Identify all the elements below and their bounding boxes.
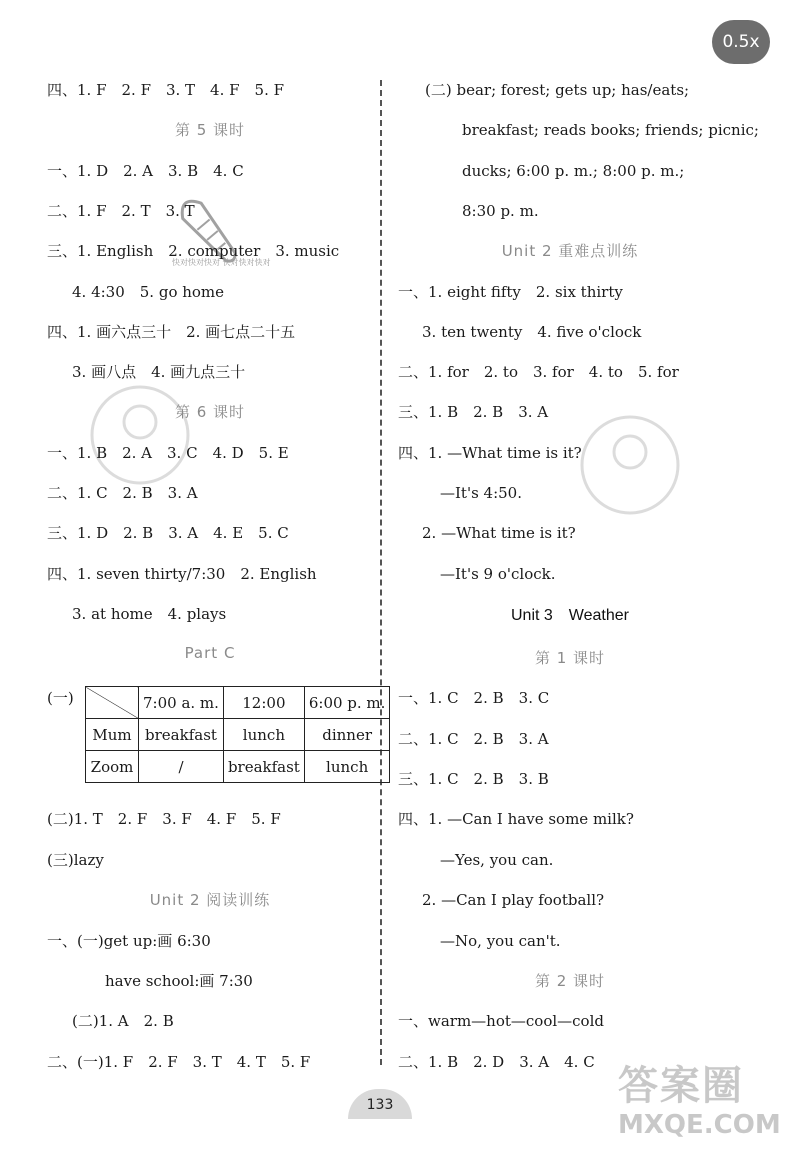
answer-line: 二、(一)1. F 2. F 3. T 4. T 5. F <box>47 1053 311 1071</box>
answer-line: 3. 画八点 4. 画九点三十 <box>72 363 246 381</box>
answer-line: 二、1. B 2. D 3. A 4. C <box>398 1053 595 1071</box>
table-row-name: Mum <box>86 719 139 751</box>
answer-line: 二、1. C 2. B 3. A <box>398 730 549 748</box>
unit-title: Unit 3 Weather <box>511 607 629 624</box>
section-heading: Part C <box>184 644 236 662</box>
answer-line: 一、1. eight fifty 2. six thirty <box>398 283 623 301</box>
table-cell: dinner <box>304 719 390 751</box>
table-cell: / <box>139 751 224 783</box>
section-heading: 第 1 课时 <box>534 649 606 667</box>
answer-line: 2. —What time is it? <box>422 524 576 542</box>
answer-line: ducks; 6:00 p. m.; 8:00 p. m.; <box>462 162 685 180</box>
watermark-stamp-icon <box>560 410 700 520</box>
column-divider <box>380 80 382 1065</box>
answer-line: 三、1. English 2. computer 3. music <box>47 242 340 260</box>
answer-line: 一、warm—hot—cool—cold <box>398 1012 604 1030</box>
answer-line: 二、1. C 2. B 3. A <box>47 484 198 502</box>
answer-line: 四、1. F 2. F 3. T 4. F 5. F <box>47 81 285 99</box>
table-row-name: Zoom <box>86 751 139 783</box>
answer-line: breakfast; reads books; friends; picnic; <box>462 121 759 139</box>
table-cell: lunch <box>223 719 304 751</box>
answer-line: 四、1. —What time is it? <box>398 444 582 462</box>
answer-line: —Yes, you can. <box>440 851 554 869</box>
answer-line: 三、1. B 2. B 3. A <box>398 403 549 421</box>
table-header-row <box>86 687 390 719</box>
table-row <box>86 719 390 751</box>
answer-line: 四、1. —Can I have some milk? <box>398 810 634 828</box>
answer-line: have school:画 7:30 <box>105 972 253 990</box>
answer-line: 4. 4:30 5. go home <box>72 283 225 301</box>
table-header-cell: 7:00 a. m. <box>139 687 224 719</box>
table-cell: lunch <box>304 751 390 783</box>
answer-line: 四、1. 画六点三十 2. 画七点二十五 <box>47 323 296 341</box>
answer-line: 二、1. F 2. T 3. T <box>47 202 195 220</box>
answer-line: (二)1. T 2. F 3. F 4. F 5. F <box>47 810 281 828</box>
section-heading: Unit 2 重难点训练 <box>501 242 639 260</box>
answer-line: 2. —Can I play football? <box>422 891 605 909</box>
watermark-stamp-icon <box>70 380 210 490</box>
answer-line: 8:30 p. m. <box>462 202 539 220</box>
table-header-cell: 12:00 <box>223 687 304 719</box>
meal-schedule-table <box>85 686 390 783</box>
answer-line: 三、1. C 2. B 3. B <box>398 770 549 788</box>
section-heading: 第 5 课时 <box>174 121 246 139</box>
watermark-title: 答案圈 <box>618 1063 744 1109</box>
page-number-text: 133 <box>366 1097 394 1113</box>
answer-line: (二) bear; forest; gets up; has/eats; <box>425 81 690 99</box>
answer-line: 二、1. for 2. to 3. for 4. to 5. for <box>398 363 679 381</box>
zoom-level-badge[interactable]: 0.5x <box>712 20 770 64</box>
answer-line: —It's 4:50. <box>440 484 522 502</box>
table-row <box>86 751 390 783</box>
answer-line: 一、1. D 2. A 3. B 4. C <box>47 162 244 180</box>
answer-line: 3. at home 4. plays <box>72 605 227 623</box>
page-number <box>340 1085 420 1117</box>
answer-line: 一、(一)get up:画 6:30 <box>47 932 211 950</box>
table-label: (一) <box>47 689 74 707</box>
watermark-url: MXQE.COM <box>618 1110 781 1140</box>
table-cell: breakfast <box>139 719 224 751</box>
site-watermark <box>618 1062 793 1152</box>
answer-line: 三、1. D 2. B 3. A 4. E 5. C <box>47 524 289 542</box>
answer-line: —It's 9 o'clock. <box>440 565 556 583</box>
table-header-cell: 6:00 p. m. <box>304 687 390 719</box>
section-heading: Unit 2 阅读训练 <box>149 891 271 909</box>
logo-caption: 快对快对快对 快对快对快对 <box>172 258 271 267</box>
answer-line: (三)lazy <box>47 851 104 869</box>
section-heading: 第 6 课时 <box>174 403 246 421</box>
section-heading: 第 2 课时 <box>534 972 606 990</box>
answer-line: 一、1. C 2. B 3. C <box>398 689 550 707</box>
answer-line: 四、1. seven thirty/7:30 2. English <box>47 565 317 583</box>
table-corner-cell <box>86 687 139 719</box>
answer-line: 3. ten twenty 4. five o'clock <box>422 323 642 341</box>
answer-line: 一、1. B 2. A 3. C 4. D 5. E <box>47 444 289 462</box>
answer-line: (二)1. A 2. B <box>72 1012 174 1030</box>
table-cell: breakfast <box>223 751 304 783</box>
answer-line: —No, you can't. <box>440 932 561 950</box>
